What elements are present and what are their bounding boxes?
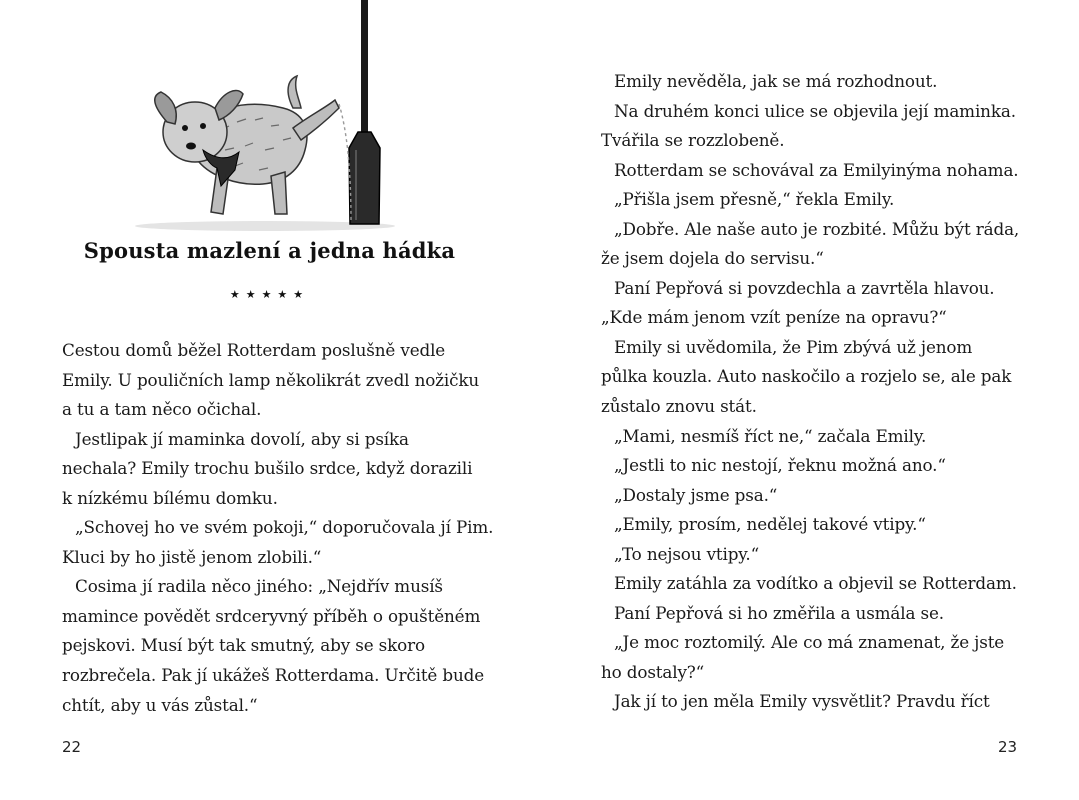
page-number: 22: [62, 738, 82, 756]
dog-ear-left: [155, 92, 176, 124]
text-line: rozbrečela. Pak jí ukážeš Rotterdama. Určitě bude: [62, 665, 485, 686]
lamp-post-pole: [361, 0, 368, 140]
right-page-text: [601, 67, 1021, 717]
right-page: [540, 0, 1079, 800]
text-line: „Emily, prosím, nedělej takové vtipy.“: [614, 514, 926, 535]
text-line: „Je moc roztomilý. Ale co má znamenat, že jste: [614, 632, 1005, 653]
text-line: Emily. U pouličních lamp několikrát zvedl nožičku: [62, 369, 480, 390]
text-line: zůstalo znovu stát.: [601, 396, 757, 417]
dog-lamp-post-illustration: [125, 0, 415, 232]
dog-back-leg: [271, 172, 287, 214]
dog-nose: [186, 143, 196, 150]
left-page: [0, 0, 539, 800]
text-line: Paní Pepřová si ho změřila a usmála se.: [614, 602, 944, 623]
text-line: Paní Pepřová si povzdechla a zavrtěla hlavou.: [614, 277, 995, 298]
text-line: půlka kouzla. Auto naskočilo a rozjelo se, ale pak: [601, 366, 1012, 387]
text-line: „Kde mám jenom vzít peníze na opravu?“: [601, 307, 947, 328]
text-line: Emily zatáhla za vodítko a objevil se Rotterdam.: [614, 573, 1017, 594]
text-line: „Jestli to nic nestojí, řeknu možná ano.“: [614, 455, 946, 476]
text-line: Cestou domů běžel Rotterdam poslušně vedle: [62, 340, 446, 360]
lamp-post-base: [349, 132, 380, 224]
text-line: Emily nevěděla, jak se má rozhodnout.: [614, 71, 938, 91]
text-line: že jsem dojela do servisu.“: [601, 248, 824, 269]
text-line: „To nejsou vtipy.“: [614, 543, 760, 564]
text-line: Na druhém konci ulice se objevila její maminka.: [614, 100, 1016, 121]
text-line: k nízkému bílému domku.: [62, 487, 278, 508]
text-line: a tu a tam něco očichal.: [62, 399, 262, 420]
chapter-title: Spousta mazlení a jedna hádka: [83, 238, 456, 263]
text-line: pejskovi. Musí být tak smutný, aby se skoro: [62, 635, 425, 656]
text-line: Kluci by ho jistě jenom zlobili.“: [62, 546, 322, 567]
text-line: Cosima jí radila něco jiného: „Nejdřív musíš: [75, 576, 443, 597]
text-line: nechala? Emily trochu bušilo srdce, když dorazili: [62, 458, 473, 479]
text-line: „Dobře. Ale naše auto je rozbité. Můžu být ráda,: [614, 218, 1020, 239]
ornament-stars: ★★★★★: [229, 288, 310, 301]
text-line: „Přišla jsem přesně,“ řekla Emily.: [614, 189, 895, 210]
text-line: Jestlipak jí maminka dovolí, aby si psíka: [75, 428, 409, 449]
text-line: Rotterdam se schovával za Emilyinýma nohama.: [614, 159, 1019, 180]
text-line: Emily si uvědomila, že Pim zbývá už jenom: [614, 336, 973, 357]
dog-eye: [200, 123, 206, 129]
dog-tail: [288, 76, 301, 108]
text-line: „Schovej ho ve svém pokoji,“ doporučovala jí Pim.: [75, 517, 494, 538]
left-page-text: [62, 336, 494, 720]
text-line: „Mami, nesmíš říct ne,“ začala Emily.: [614, 425, 927, 446]
text-line: „Dostaly jsme psa.“: [614, 484, 778, 505]
page-number: 23: [998, 738, 1018, 756]
text-line: chtít, aby u vás zůstal.“: [62, 694, 258, 715]
text-line: Tvářila se rozzlobeně.: [601, 130, 785, 151]
text-line: mamince povědět srdceryvný příběh o opuštěném: [62, 605, 481, 626]
dog-eye: [182, 125, 188, 131]
text-line: ho dostaly?“: [601, 661, 705, 682]
text-line: Jak jí to jen měla Emily vysvětlit? Pravdu říct: [614, 691, 990, 712]
